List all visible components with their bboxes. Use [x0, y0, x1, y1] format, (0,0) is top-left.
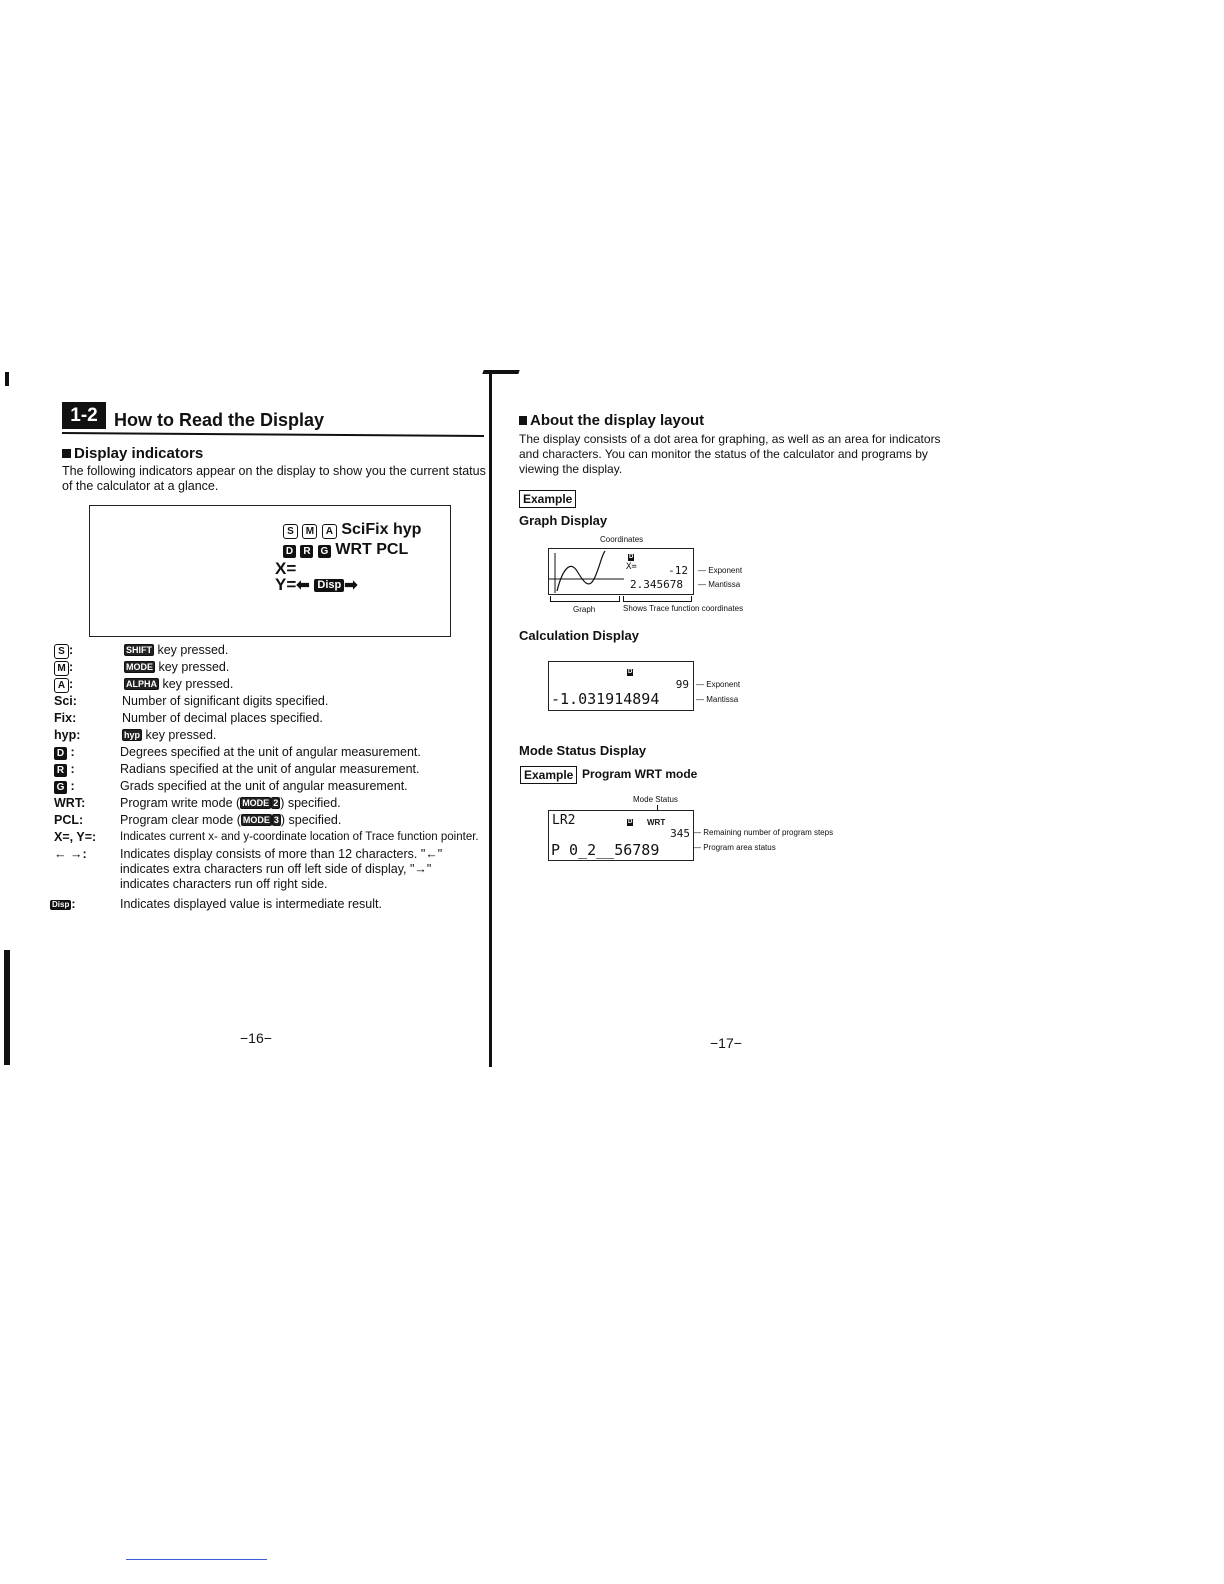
calc-mantissa-label: — Mantissa	[696, 695, 739, 704]
display-row-1	[283, 521, 421, 539]
bullet-square	[62, 449, 71, 458]
graph-exponent-label: — Exponent	[698, 566, 743, 575]
left-edge-bar	[4, 950, 10, 1065]
radian-indicator: R	[300, 545, 313, 558]
disp-indicator-icon: Disp	[52, 900, 70, 909]
trace-x-label: X=	[626, 562, 637, 572]
trace-bracket	[623, 596, 692, 602]
steps-label: — Remaining number of program steps	[693, 828, 834, 837]
display-row-y: Y=⬅ Disp ➡	[275, 575, 358, 594]
indicator-list: S : SHIFT key pressed. M : MODE key pressed. A : ALPHA key pressed. Sci: Number of significant digits specified. Fix: Number of decimal places specified. hyp: hyp key pressed. D : Degrees specified at the unit of angular measurement. R : Radians specified at the unit of angular measurement. G : Grads specified at the unit of angular measurement. WRT: Program write mode ( MODE 2 ) specified. PCL: Program clear mode ( MODE 3 ) specified. X=, Y=: Indicates current x- and y-coordinate location of Trace function pointer. ← →: Indicates display consists of more than 12 characters. "←" indicates extra characters run off left side of display, "→" indicates characters run off right side. Disp : Indicates displayed value is intermediate result.	[52, 643, 479, 911]
mode-key-icon: MODE	[242, 815, 270, 825]
trace-degree-indicator: D	[629, 554, 634, 560]
left-arrow-icon: ⬅	[296, 577, 310, 594]
calculation-display-lcd	[548, 661, 694, 711]
graph-display-lcd	[548, 548, 694, 595]
area-label: — Program area status	[693, 843, 776, 852]
calculation-display-title: Calculation Display	[519, 628, 639, 643]
display-row-2	[283, 541, 408, 559]
coordinates-label: Coordinates	[600, 535, 644, 544]
spine-hook	[482, 370, 519, 374]
alpha-indicator: A	[322, 524, 337, 539]
graph-bracket	[550, 596, 620, 602]
page-number-right: −17−	[710, 1035, 742, 1051]
mode-wrt: WRT	[647, 818, 666, 827]
graph-mantissa: 2.345678	[630, 578, 683, 591]
mode-key-icon: MODE	[242, 798, 270, 808]
page-number-left: −16−	[240, 1030, 272, 1046]
grad-indicator: G	[318, 545, 331, 558]
calc-exponent: 99	[675, 678, 689, 691]
alpha-key-icon: ALPHA	[126, 679, 157, 689]
section-rule	[62, 432, 484, 437]
mode-status-label: Mode Status	[633, 795, 678, 804]
left-edge-mark	[5, 372, 9, 386]
scifix-hyp-text: SciFix hyp	[341, 521, 422, 538]
mode-example-title: Program WRT mode	[582, 767, 698, 781]
wrt-pcl-text: WRT PCL	[335, 541, 409, 558]
mode-degree-indicator: D	[628, 819, 633, 825]
mode-indicator: M	[302, 524, 317, 539]
graph-mantissa-label: — Mantissa	[698, 580, 741, 589]
shift-indicator: S	[283, 524, 298, 539]
right-arrow-icon: ➡	[344, 577, 358, 594]
calc-exponent-label: — Exponent	[696, 680, 741, 689]
bullet-square	[519, 416, 527, 425]
bottom-link-line	[126, 1559, 267, 1560]
two-key-icon: 2	[273, 798, 279, 808]
graph-label: Graph	[573, 605, 596, 614]
trace-label: Shows Trace function coordinates	[623, 604, 744, 613]
spine-line	[489, 372, 492, 1067]
display-layout-intro: The display consists of a dot area for graphing, as well as an area for indicators and characters. You can monitor the status of the calculator and programs by viewing the display.	[519, 432, 941, 476]
hyp-key-icon: hyp	[124, 730, 141, 740]
display-indicator-box	[89, 505, 451, 637]
degree-indicator: D	[283, 545, 296, 558]
section-title: How to Read the Display	[114, 410, 325, 430]
mode-steps: 345	[670, 827, 690, 840]
graph-exponent: -12	[668, 564, 688, 577]
display-row-x: X=	[275, 559, 297, 578]
graph-curve	[549, 549, 624, 594]
example-tag: Example	[519, 490, 576, 508]
display-indicators-heading: Display indicators	[62, 445, 203, 462]
calc-mantissa: -1.031914894	[551, 690, 660, 708]
three-key-icon: 3	[273, 815, 279, 825]
mode-lr2: LR2	[552, 813, 576, 828]
mode-status-title: Mode Status Display	[519, 743, 647, 758]
display-indicators-intro: The following indicators appear on the display to show you the current status of the calculator at a glance.	[62, 464, 486, 493]
calc-degree-indicator: D	[628, 669, 633, 675]
mode-example-tag: Example	[520, 766, 577, 784]
mode-program-line: P 0_2__56789	[551, 841, 660, 859]
section-number-badge: 1-2	[62, 402, 106, 429]
mode-key-icon: MODE	[126, 662, 153, 672]
mode-status-lcd	[548, 810, 694, 861]
display-layout-heading: About the display layout	[519, 412, 704, 429]
shift-key-icon: SHIFT	[126, 645, 152, 655]
graph-display-title: Graph Display	[519, 513, 608, 528]
disp-indicator: Disp	[314, 579, 344, 592]
